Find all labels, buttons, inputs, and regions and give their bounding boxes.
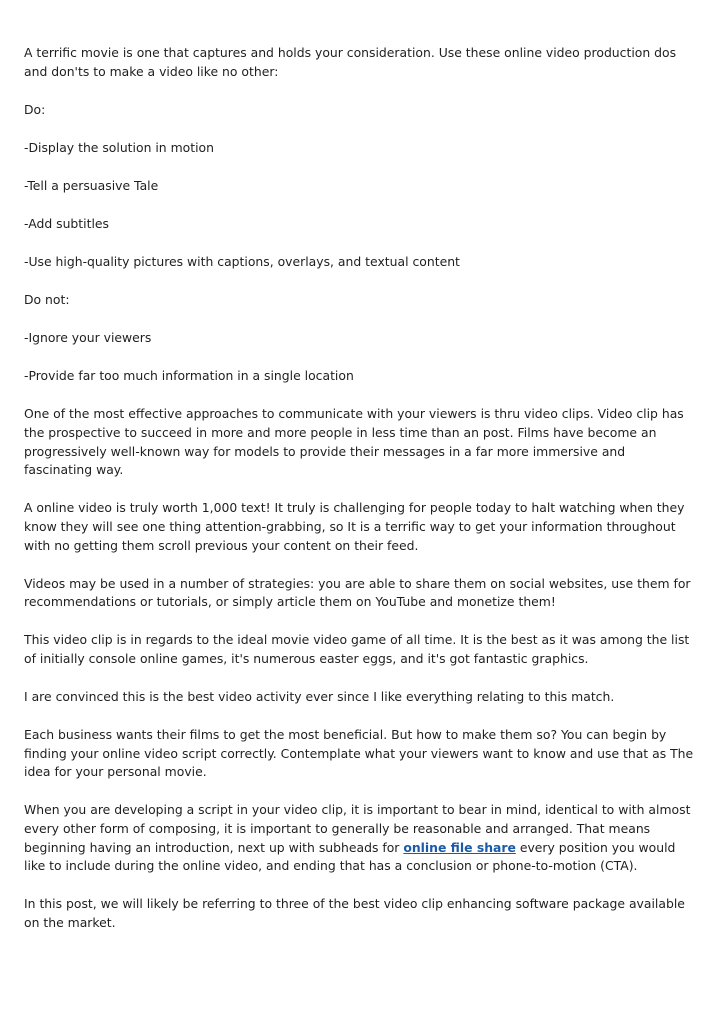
document-body [24, 44, 696, 952]
do-item-subtitles: -Add subtitles [24, 215, 109, 231]
do-item-pictures: -Use high-quality pictures with captions, overlays, and textual content [24, 254, 460, 270]
script-text-after: every position you would like to include during the online video, and ending that has a conclusion or phone-to-motion (CTA). [24, 839, 676, 874]
script-paragraph [24, 801, 696, 875]
intro-paragraph: A terrific movie is one that captures and holds your consideration. Use these online video production dos and don'ts to make a video like no other: [24, 45, 677, 79]
do-not-item-viewers: -Ignore your viewers [24, 330, 152, 346]
script-text-before: When you are developing a script in your video clip, it is important to bear in mind, identical to with almost every other form of composing, it is important to generally be reasonable and arranged. That means beginning having an introduction, next up with subheads for [24, 802, 691, 855]
do-not-heading: Do not: [24, 292, 70, 308]
online-file-share-link[interactable]: online file share [403, 839, 516, 855]
do-not-item-information: -Provide far too much information in a single location [24, 368, 354, 384]
body-paragraph: A online video is truly worth 1,000 text! It truly is challenging for people today to halt watching when they know they will see one thing attention-grabbing, so It is a terrific way to get your information throughout with no getting them scroll previous your content on their feed. [24, 500, 685, 553]
do-item-tale: -Tell a persuasive Tale [24, 177, 159, 193]
body-paragraph: This video clip is in regards to the ideal movie video game of all time. It is the best as it was among the list of initially console online games, it's numerous easter eggs, and it's got fantastic graphics. [24, 632, 690, 666]
closing-paragraph: In this post, we will likely be referring to three of the best video clip enhancing software package available on the market. [24, 896, 685, 930]
do-item-motion: -Display the solution in motion [24, 139, 214, 155]
body-paragraph: One of the most effective approaches to communicate with your viewers is thru video clips. Video clip has the prospective to succeed in more and more people in less time than an post. Films have become an progressively well-known way for models to provide their messages in a far more immersive and fascinating way. [24, 406, 684, 478]
body-paragraph: Each business wants their films to get the most beneficial. But how to make them so? You can begin by finding your online video script correctly. Contemplate what your viewers want to know and use that as The idea for your personal movie. [24, 727, 694, 780]
body-paragraph: Videos may be used in a number of strategies: you are able to share them on social websites, use them for recommendations or tutorials, or simply article them on YouTube and monetize them! [24, 575, 691, 610]
do-heading: Do: [24, 101, 46, 117]
body-paragraph: I are convinced this is the best video activity ever since I like everything relating to this match. [24, 688, 615, 704]
